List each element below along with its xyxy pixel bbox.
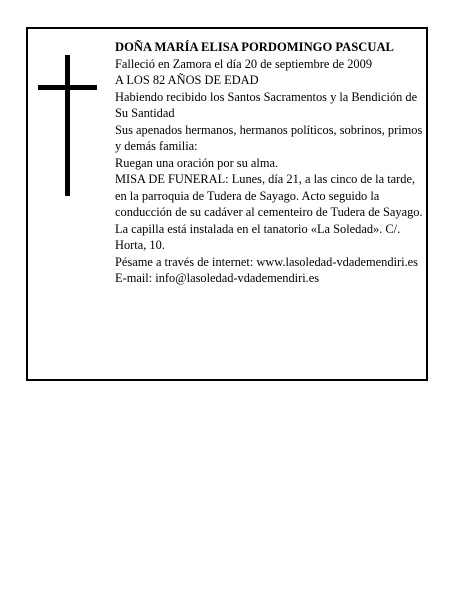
sacraments-line: Habiendo recibido los Santos Sacramentos y la Bendición de Su Santidad — [115, 89, 418, 120]
funeral-mass-line: MISA DE FUNERAL: Lunes, día 21, a las cinco de la tarde, en la parroquia de Tudera de Sayago. Acto seguido la conducción de su cadáver al cementeiro de Tudera de Sayago. — [115, 172, 423, 219]
condolence-web-line[interactable]: Pésame a través de internet: www.lasoledad-vdademendiri.es — [115, 254, 419, 269]
prayer-line: Ruegan una oración por su alma. — [115, 155, 279, 170]
death-date-line: Falleció en Zamora el día 20 de septiembre de 2009 — [115, 56, 373, 71]
deceased-name: DOÑA MARÍA ELISA PORDOMINGO PASCUAL — [115, 40, 394, 54]
obituary-text — [115, 39, 425, 287]
chapel-line: La capilla está instalada en el tanatorio «La Soledad». C/. Horta, 10. — [115, 221, 401, 252]
family-line: Sus apenados hermanos, hermanos políticos, sobrinos, primos y demás familia: — [115, 122, 423, 153]
email-line[interactable]: E-mail: info@lasoledad-vdademendiri.es — [115, 271, 320, 285]
age-line: A LOS 82 AÑOS DE EDAD — [115, 73, 259, 87]
